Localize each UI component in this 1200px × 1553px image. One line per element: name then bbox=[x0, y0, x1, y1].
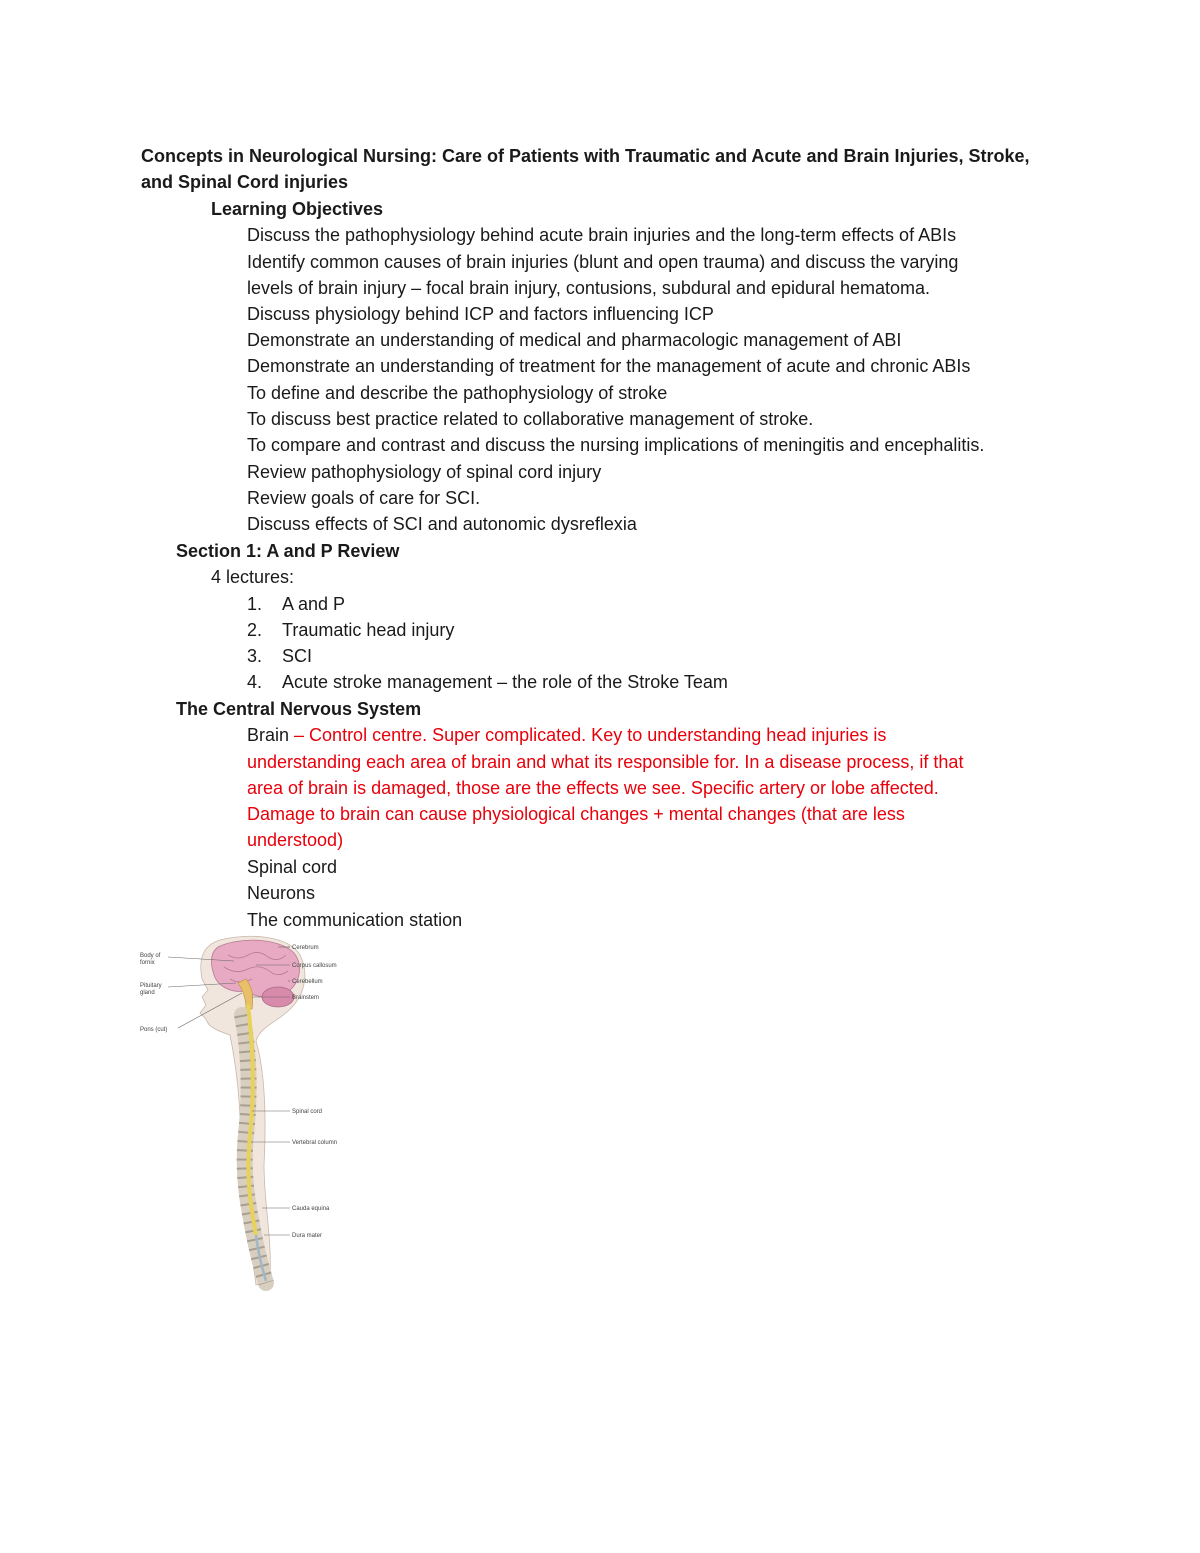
cns-item-brain bbox=[247, 722, 886, 748]
cns-anatomy-figure bbox=[138, 935, 368, 1295]
learning-objectives-heading: Learning Objectives bbox=[211, 199, 384, 219]
objective-item: Review goals of care for SCI. bbox=[247, 488, 481, 508]
lecture-item: SCI bbox=[282, 646, 313, 666]
objective-item: To compare and contrast and discuss the nursing implications of meningitis and encephalitis. bbox=[247, 435, 985, 455]
lecture-item: Traumatic head injury bbox=[282, 620, 455, 640]
brain-note-line: area of brain is damaged, those are the effects we see. Specific artery or lobe affected. bbox=[247, 778, 939, 798]
objective-item: Review pathophysiology of spinal cord injury bbox=[247, 462, 602, 482]
brain-label: Brain bbox=[247, 725, 290, 745]
label-cerebrum: Cerebrum bbox=[292, 945, 319, 951]
lecture-item: A and P bbox=[282, 594, 346, 614]
objective-item: Demonstrate an understanding of medical and pharmacologic management of ABI bbox=[247, 330, 902, 350]
brain-note-line: understanding each area of brain and what its responsible for. In a disease process, if that bbox=[247, 752, 964, 772]
label-cauda-equina: Cauda equina bbox=[292, 1206, 330, 1212]
objective-item: Discuss physiology behind ICP and factors influencing ICP bbox=[247, 304, 714, 324]
objective-item: Demonstrate an understanding of treatment for the management of acute and chronic ABIs bbox=[247, 356, 971, 376]
brain-note-line: Damage to brain can cause physiological changes + mental changes (that are less bbox=[247, 804, 905, 824]
lectures-label: 4 lectures: bbox=[211, 567, 295, 587]
label-vertebral-column: Vertebral column bbox=[292, 1140, 338, 1146]
objective-item: To discuss best practice related to collaborative management of stroke. bbox=[247, 409, 814, 429]
label-cerebellum: Cerebellum bbox=[292, 979, 323, 985]
document-title-line-2: and Spinal Cord injuries bbox=[141, 172, 349, 192]
cns-item: Neurons bbox=[247, 883, 316, 903]
label-spinal-cord: Spinal cord bbox=[292, 1109, 323, 1115]
objective-item: Identify common causes of brain injuries (blunt and open trauma) and discuss the varying bbox=[247, 252, 959, 272]
label-pituitary-1: Pituitary bbox=[140, 983, 162, 989]
label-brainstem: Brainstem bbox=[292, 995, 320, 1001]
cns-heading: The Central Nervous System bbox=[176, 699, 422, 719]
label-corpus-callosum: Corpus callosum bbox=[292, 963, 337, 969]
brain-note-line: understood) bbox=[247, 830, 344, 850]
list-number: 4. bbox=[247, 672, 263, 692]
list-number: 3. bbox=[247, 646, 263, 666]
label-dura-mater: Dura mater bbox=[292, 1233, 323, 1239]
cns-item: Spinal cord bbox=[247, 857, 338, 877]
lecture-item: Acute stroke management – the role of the Stroke Team bbox=[282, 672, 728, 692]
label-body-of-fornix-1: Body of bbox=[140, 953, 161, 959]
cns-item: The communication station bbox=[247, 910, 463, 930]
list-number: 2. bbox=[247, 620, 263, 640]
objective-item: Discuss effects of SCI and autonomic dysreflexia bbox=[247, 514, 637, 534]
objective-item: Discuss the pathophysiology behind acute brain injuries and the long-term effects of ABIs bbox=[247, 225, 957, 245]
brain-note: – Control centre. Super complicated. Key to understanding head injuries is bbox=[289, 725, 887, 745]
section-1-heading: Section 1: A and P Review bbox=[176, 541, 400, 561]
label-pons: Pons (cut) bbox=[140, 1027, 168, 1033]
label-pituitary-2: gland bbox=[140, 990, 155, 996]
objective-item-continued: levels of brain injury – focal brain injury, contusions, subdural and epidural hematoma. bbox=[247, 278, 931, 298]
document-title-line-1: Concepts in Neurological Nursing: Care of Patients with Traumatic and Acute and Brain Injuries, Stroke, bbox=[141, 146, 1030, 166]
list-number: 1. bbox=[247, 594, 263, 614]
label-body-of-fornix-2: fornix bbox=[140, 960, 155, 966]
objective-item: To define and describe the pathophysiology of stroke bbox=[247, 383, 668, 403]
